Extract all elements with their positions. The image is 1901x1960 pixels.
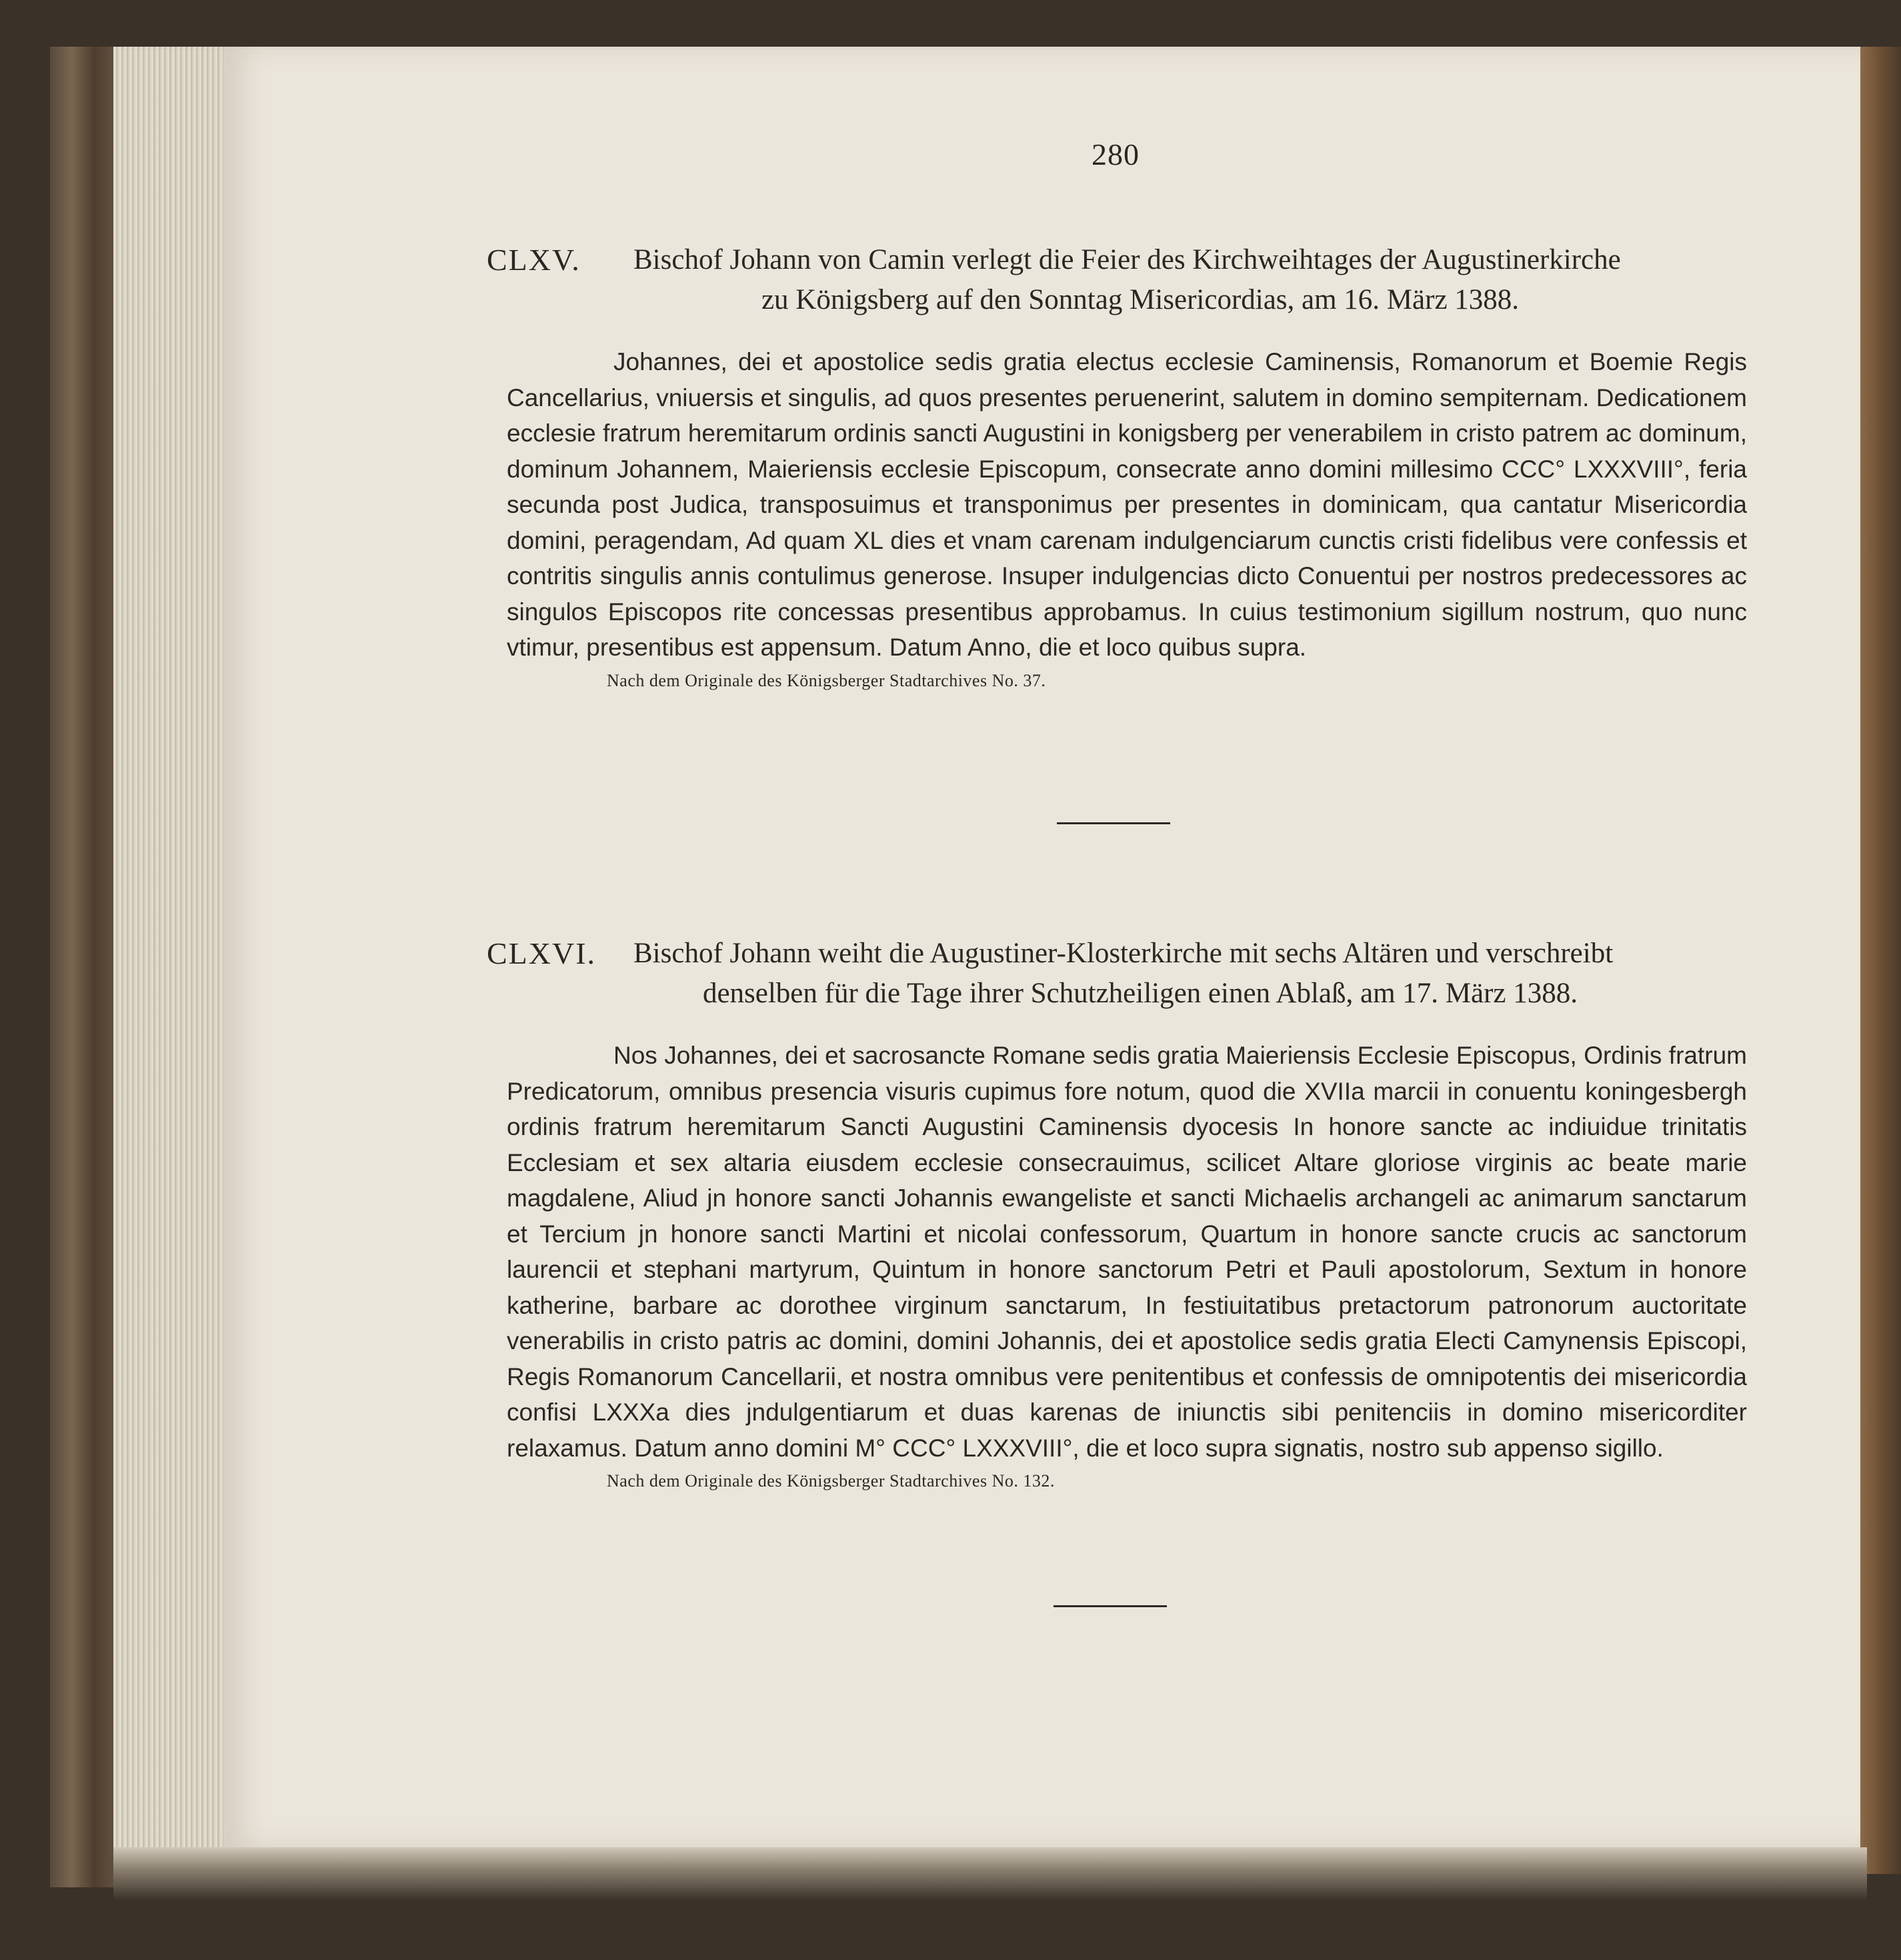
entry-heading (487, 240, 1747, 320)
section-divider (1054, 1605, 1167, 1607)
document-entry (487, 934, 1747, 1491)
page-stack-edge (113, 47, 228, 1874)
section-divider (1057, 822, 1170, 824)
entry-title-line-1: Bischof Johann weiht die Augustiner-Klosterkirche mit sechs Altären und verschreibt (633, 938, 1614, 969)
entry-source-note: Nach dem Originale des Königsberger Stadtarchives No. 132. (607, 1471, 1055, 1491)
book-cover-edge-left (50, 47, 123, 1887)
entry-numeral: CLXV. (487, 243, 581, 277)
page-number: 280 (1092, 137, 1140, 171)
entry-title-line-2: zu Königsberg auf den Sonntag Misericordias, am 16. März 1388. (761, 284, 1520, 315)
entry-heading (487, 934, 1747, 1014)
entry-title-line-2: denselben für die Tage ihrer Schutzheiligen einen Ablaß, am 17. März 1388. (702, 978, 1578, 1009)
page-bottom-shadow (113, 1847, 1867, 1901)
entry-body-text: Johannes, dei et apostolice sedis gratia electus ecclesie Caminensis, Romanorum et Boemie Regis Cancellarius, vniuersis et singulis, ad quos presentes peruenerint, salutem in domino sempiternam. Dedicationem ecclesie fratrum heremitarum ordinis sancti Augustini in konigsberg per venerabilem in cristo patrem ac dominum, dominum Johannem, Maieriensis ecclesie Episcopum, consecrate anno domini millesimo CCC° LXXXVIII°, feria secunda post Judica, transposuimus et transponimus per presentes in dominicam, qua cantatur Misericordia domini, peragendam, Ad quam XL dies et vnam carenam indulgenciarum cunctis cristi fidelibus vere confessis et contritis singulis annis contulimus generose. Insuper indulgencias dicto Conuentui per nostros predecessores ac singulos Episcopos rite concessas presentibus approbamus. In cuius testimonium sigillum nostrum, quo nunc vtimur, presentibus est appensum. Datum Anno, die et loco quibus supra. (507, 348, 1747, 661)
book-cover-edge-right (1860, 47, 1901, 1874)
entry-numeral: CLXVI. (487, 936, 597, 970)
entry-body-text: Nos Johannes, dei et sacrosancte Romane sedis gratia Maieriensis Ecclesie Episcopus, Ordinis fratrum Predicatorum, omnibus presencia visuris cupimus fore notum, quod die XVIIa marcii in conuentu koningesbergh ordinis fratrum heremitarum Sancti Augustini Caminensis dyocesis In honore sancte ac indiuidue trinitatis Ecclesiam et sex altaria eiusdem ecclesie consecrauimus, scilicet Altare gloriose virginis ac beate marie magdalene, Aliud jn honore sancti Johannis ewangeliste et sancti Michaelis archangeli ac animarum sanctarum et Tercium jn honore sancti Martini et nicolai confessorum, Quartum in honore sancte crucis ac sanctorum laurencii et stephani martyrum, Quintum in honore sanctorum Petri et Pauli apostolorum, Sextum in honore katherine, barbare ac dorothee virginum sanctarum, In festiuitatibus pretactorum patronorum auctoritate venerabilis in cristo patris ac domini, domini Johannis, dei et apostolice sedis gratia Electi Camynensis Episcopi, Regis Romanorum Cancellarii, et nostra omnibus vere penitentibus et confessis de omnipotentis dei misericordia confisi LXXXa dies jndulgentiarum et duas karenas de iniunctis sibi penitenciis in domino misericorditer relaxamus. Datum anno domini M° CCC° LXXXVIII°, die et loco supra signatis, nostro sub appenso sigillo. (507, 1042, 1747, 1462)
entry-source-note: Nach dem Originale des Königsberger Stadtarchives No. 37. (607, 670, 1046, 690)
document-entry (487, 240, 1747, 691)
entry-title-line-1: Bischof Johann von Camin verlegt die Feier des Kirchweihtages der Augustinerkirche (633, 244, 1621, 275)
